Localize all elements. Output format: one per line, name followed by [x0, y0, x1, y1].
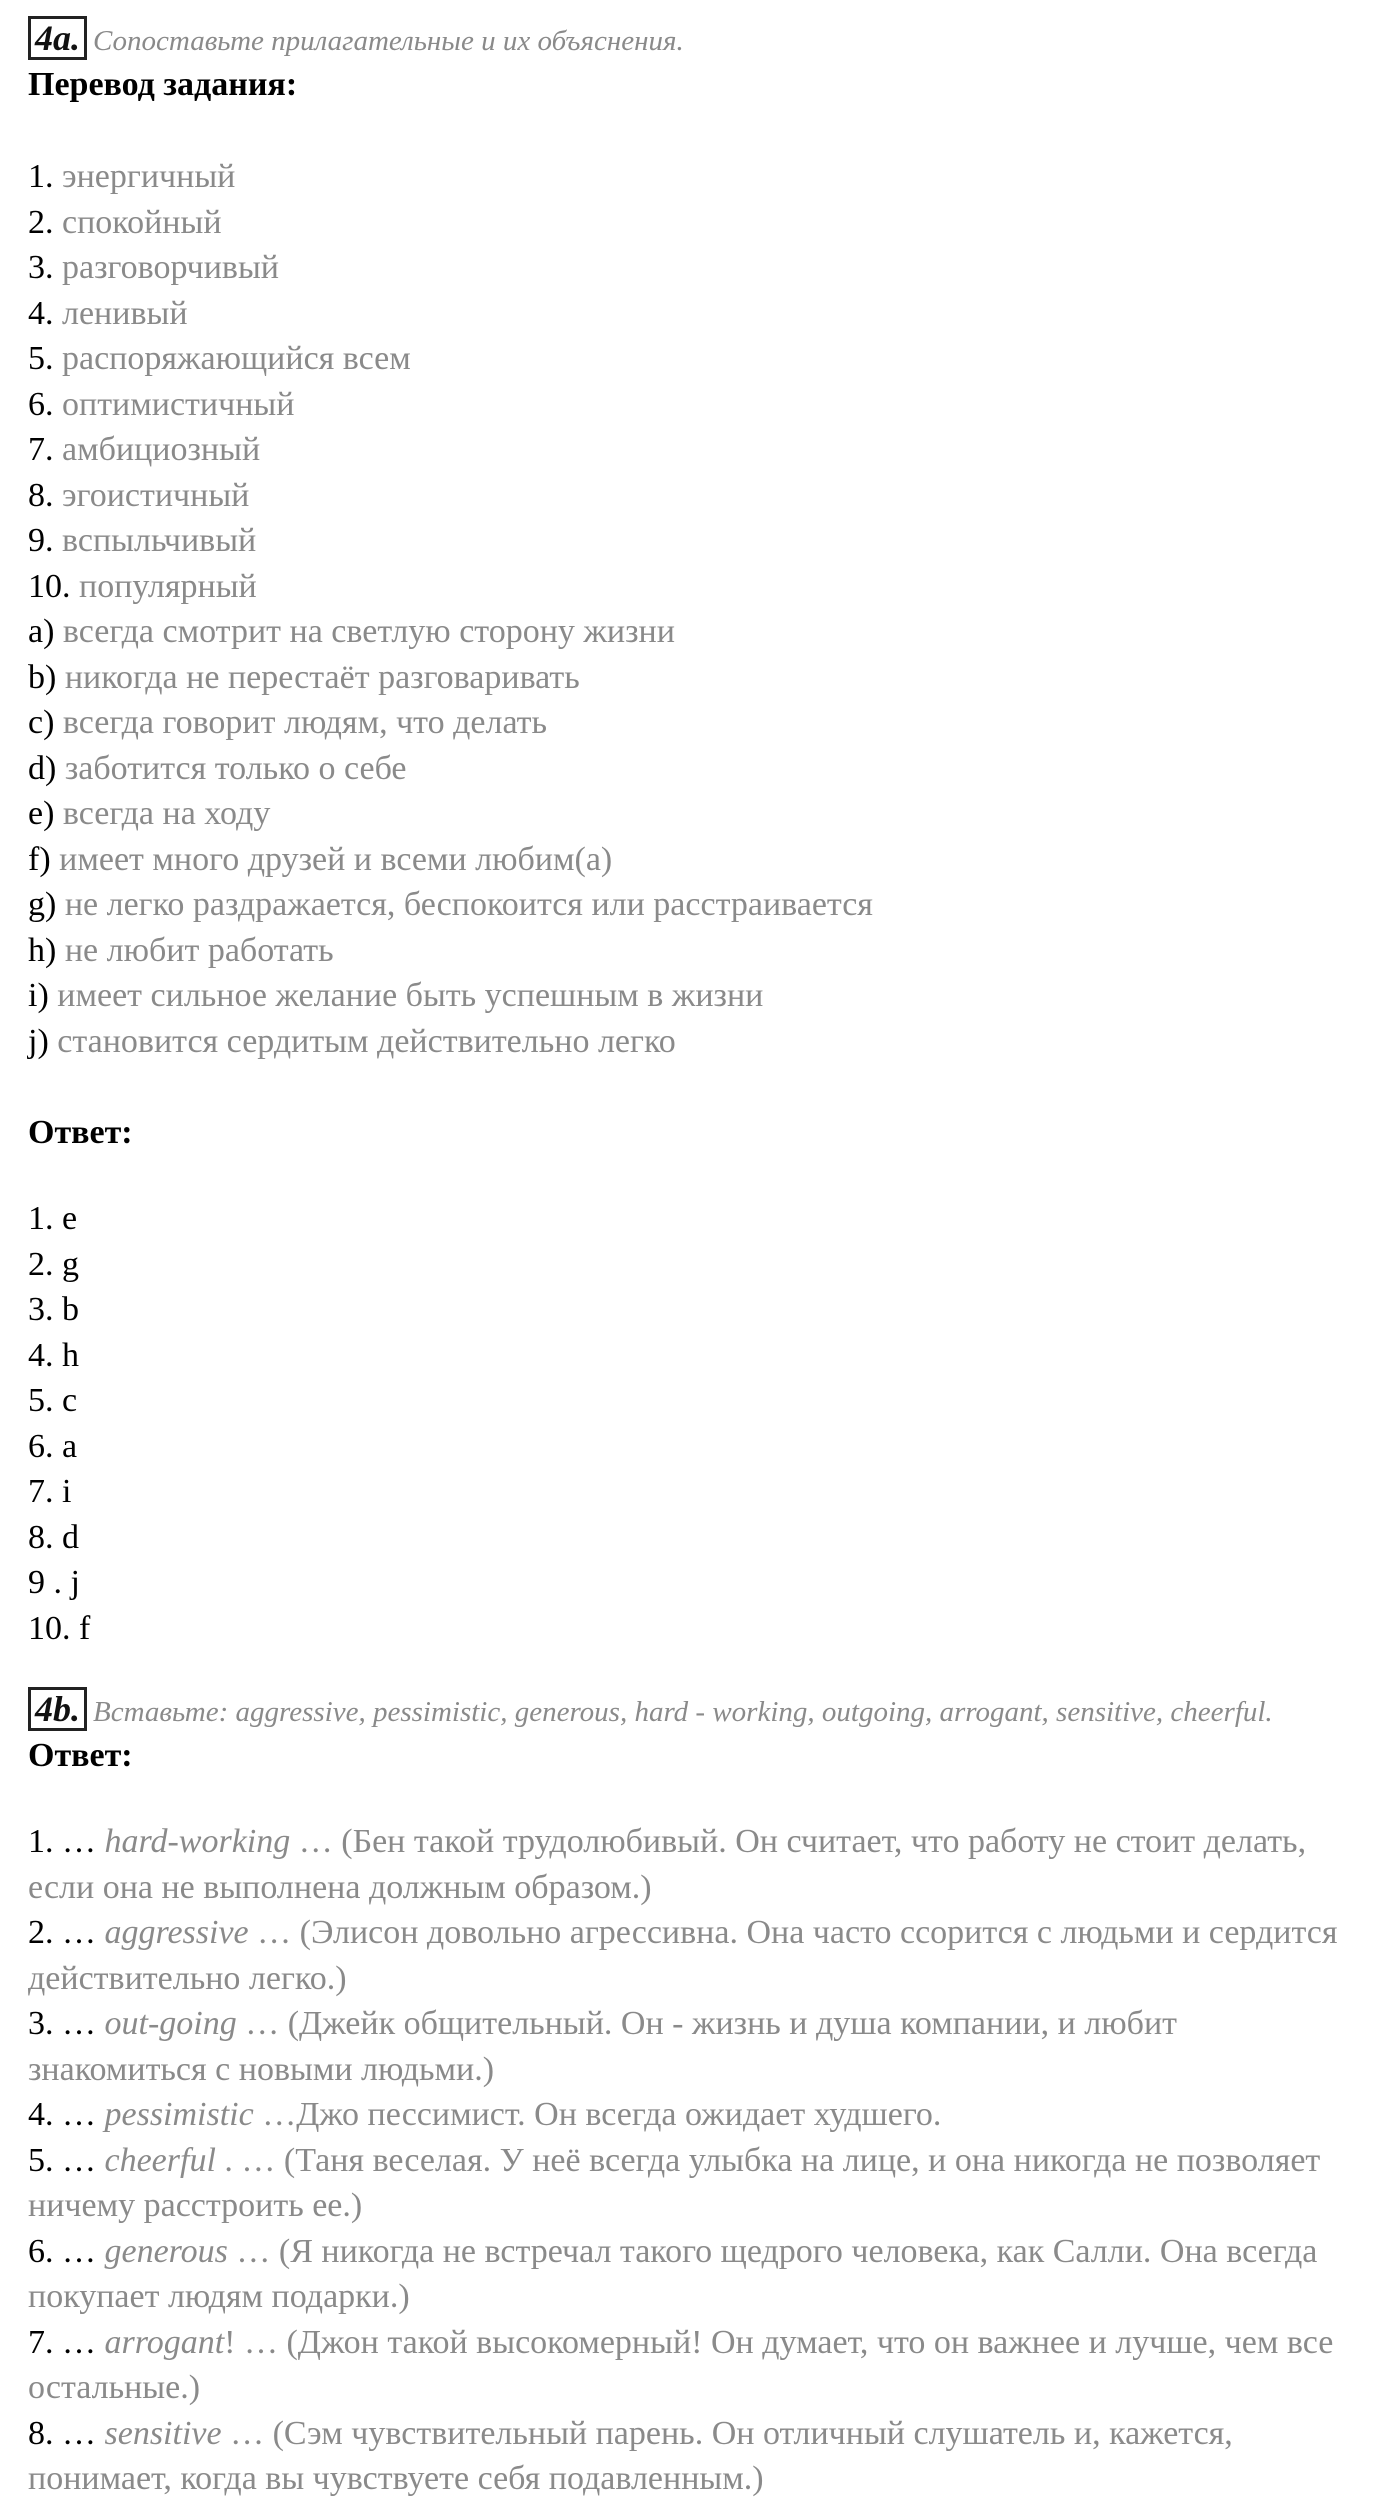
task-4b-header [28, 1687, 1348, 1733]
list-item [28, 2320, 1348, 2411]
item-number: 10. [28, 567, 71, 605]
list-item [28, 609, 1348, 655]
list-item [28, 882, 1348, 928]
list-item [28, 473, 1348, 519]
inserted-word: generous [104, 2232, 228, 2270]
task-4a-instruction: Сопоставьте прилагательные и их объяснения. [93, 25, 684, 57]
list-item [28, 791, 1348, 837]
answer-item: 4. h [28, 1336, 79, 1374]
item-text: разговорчивый [62, 249, 279, 286]
item-text: имеет сильное желание быть успешным в жизни [57, 977, 764, 1014]
item-text: ленивый [62, 294, 188, 332]
item-number: 9. [28, 522, 54, 559]
item-number: 3. [28, 249, 54, 286]
list-item [28, 200, 1348, 246]
item-number: 1. … [28, 1823, 96, 1860]
worksheet-page [28, 16, 1348, 2502]
list-item [28, 1910, 1348, 2001]
task-4a-translation-list [28, 154, 1348, 1064]
item-number: 7. [28, 431, 54, 468]
item-number: 6. [28, 385, 54, 423]
item-number: 8. [28, 476, 54, 514]
task-4b-answer-heading: Ответ: [28, 1737, 133, 1774]
task-4b-answer-list [28, 1819, 1348, 2502]
answer-item: 3. b [28, 1291, 79, 1328]
item-text: эгоистичный [62, 476, 250, 514]
item-number: 3. … [28, 2005, 96, 2042]
list-item [28, 928, 1348, 974]
answer-item: 8. d [28, 1518, 79, 1556]
list-item [28, 2229, 1348, 2320]
item-number: 1. [28, 158, 54, 195]
inserted-word: arrogant [104, 2323, 225, 2361]
task-4a-answer-heading: Ответ: [28, 1114, 133, 1151]
item-text: всегда на ходу [62, 795, 271, 832]
item-text: всегда говорит людям, что делать [62, 704, 548, 741]
list-item [28, 382, 1348, 428]
inserted-word: hard-working [104, 1823, 291, 1860]
list-item [28, 700, 1348, 746]
item-number: 6. … [28, 2232, 96, 2270]
item-text: распоряжающийся всем [62, 340, 411, 377]
item-number: 5. [28, 340, 54, 377]
item-text: спокойный [62, 203, 222, 241]
item-text: всегда смотрит на светлую сторону жизни [62, 613, 675, 650]
item-translation: . … (Таня веселая. У неё всегда улыбка на лице, и она никогда не позволяет ничему расстроить ее.) [28, 2141, 1321, 2224]
list-item [28, 427, 1348, 473]
item-number: i) [28, 977, 49, 1014]
item-number: 4. … [28, 2096, 96, 2133]
answer-item: 10. f [28, 1609, 91, 1647]
list-item [28, 973, 1348, 1019]
list-item [28, 655, 1348, 701]
item-translation: … (Элисон довольно агрессивна. Она часто ссорится с людьми и сердится действительно легко.) [28, 1914, 1338, 1997]
item-number: g) [28, 886, 57, 923]
item-text: не легко раздражается, беспокоится или расстраивается [64, 886, 873, 923]
item-translation: … (Джейк общительный. Он - жизнь и душа компании, и любит знакомиться с новыми людьми.) [28, 2005, 1178, 2088]
inserted-word: out-going [104, 2005, 237, 2042]
item-translation: … (Сэм чувствительный парень. Он отличный слушатель и, кажется, понимает, когда вы чувствуете себя подавленным.) [28, 2414, 1233, 2497]
list-item [28, 2138, 1348, 2229]
answer-item: 5. c [28, 1382, 78, 1419]
task-4b-instruction: Вставьте: aggressive, pessimistic, generous, hard - working, outgoing, arrogant, sensitive, cheerful. [93, 1696, 1273, 1728]
list-item [28, 746, 1348, 792]
task-4a-answer-list [28, 1196, 1348, 1651]
list-item [28, 2092, 1348, 2138]
item-text: амбициозный [62, 431, 261, 468]
list-item [28, 2001, 1348, 2092]
item-text: не любит работать [64, 931, 334, 969]
item-number: c) [28, 704, 55, 741]
item-text: энергичный [62, 158, 236, 195]
inserted-word: pessimistic [104, 2096, 254, 2133]
list-item [28, 1819, 1348, 1910]
item-text: оптимистичный [62, 385, 295, 423]
list-item [28, 2411, 1348, 2502]
item-number: 5. … [28, 2141, 96, 2179]
inserted-word: aggressive [104, 1914, 249, 1951]
item-translation: …Джо пессимист. Он всегда ожидает худшего. [253, 2096, 942, 2133]
list-item [28, 564, 1348, 610]
item-number: 7. … [28, 2323, 96, 2361]
inserted-word: cheerful [104, 2141, 216, 2179]
item-text: популярный [79, 567, 257, 605]
translation-heading: Перевод задания: [28, 66, 298, 103]
answer-item: 6. a [28, 1427, 78, 1465]
item-text: становится сердитым действительно легко [57, 1022, 676, 1060]
answer-item: 7. i [28, 1473, 72, 1510]
item-translation: ! … (Джон такой высокомерный! Он думает, что он важнее и лучше, чем все остальные.) [28, 2323, 1334, 2406]
item-number: j) [28, 1022, 49, 1060]
task-4a-header [28, 16, 1348, 62]
item-text: имеет много друзей и всеми любим(а) [59, 840, 613, 878]
item-number: 8. … [28, 2414, 96, 2452]
list-item [28, 245, 1348, 291]
item-text: вспыльчивый [62, 522, 257, 559]
item-number: 2. … [28, 1914, 96, 1951]
item-number: b) [28, 658, 57, 696]
list-item [28, 518, 1348, 564]
answer-item: 1. e [28, 1200, 78, 1237]
item-number: 4. [28, 294, 54, 332]
list-item [28, 291, 1348, 337]
item-number: d) [28, 749, 57, 787]
item-number: f) [28, 840, 51, 878]
item-number: a) [28, 613, 55, 650]
list-item [28, 837, 1348, 883]
item-text: заботится только о себе [64, 749, 407, 787]
task-4a-badge: 4a. [28, 16, 87, 60]
item-number: 2. [28, 203, 54, 241]
item-number: e) [28, 795, 55, 832]
answer-item: 9 . j [28, 1564, 80, 1601]
item-translation: … (Я никогда не встречал такого щедрого человека, как Салли. Она всегда покупает людям подарки.) [28, 2232, 1318, 2315]
item-translation: … (Бен такой трудолюбивый. Он считает, что работу не стоит делать, если она не выполнена должным образом.) [28, 1823, 1307, 1906]
inserted-word: sensitive [104, 2414, 222, 2452]
list-item [28, 336, 1348, 382]
item-text: никогда не перестаёт разговаривать [64, 658, 580, 696]
list-item [28, 1019, 1348, 1065]
item-number: h) [28, 931, 57, 969]
answer-item: 2. g [28, 1245, 79, 1283]
list-item [28, 154, 1348, 200]
task-4b-badge: 4b. [28, 1687, 87, 1731]
